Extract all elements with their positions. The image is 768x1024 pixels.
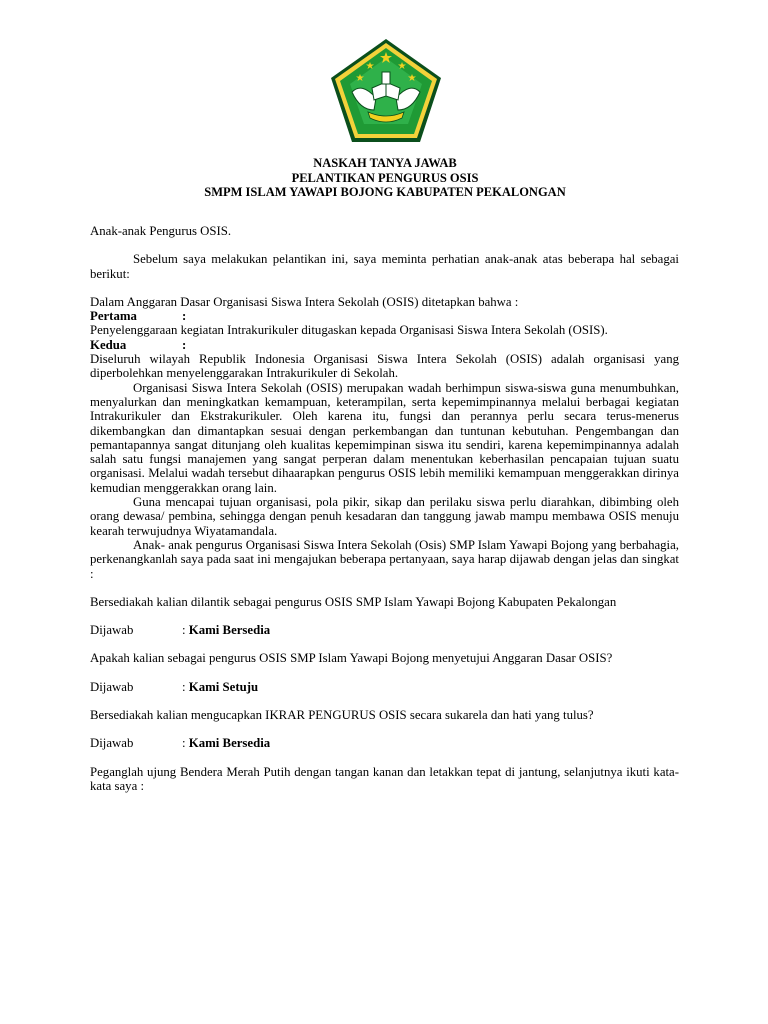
school-emblem-logo	[328, 36, 444, 146]
title-line-2: PELANTIKAN PENGURUS OSIS	[291, 170, 479, 185]
answer-colon: :	[182, 623, 186, 638]
title-line-3: SMPM ISLAM YAWAPI BOJONG KABUPATEN PEKALONGAN	[204, 185, 566, 199]
answer-label: Dijawab	[90, 623, 134, 638]
greeting: Anak-anak Pengurus OSIS.	[90, 224, 232, 238]
term-pertama	[90, 309, 679, 323]
ad-lead-line: Dalam Anggaran Dasar Organisasi Siswa Intera Sekolah (OSIS) ditetapkan bahwa :	[90, 294, 519, 309]
document-title-block	[90, 156, 680, 200]
term-colon: :	[182, 309, 187, 324]
paragraph-pertanyaan-intro: Anak- anak pengurus Organisasi Siswa Intera Sekolah (Osis) SMP Islam Yawapi Bojong yang berbahagia, perkenangkanlah saya pada saat ini mengajukan beberapa pertanyaan, saya harap dijawab dengan jelas dan singkat :	[90, 537, 679, 581]
kedua-text: Diseluruh wilayah Republik Indonesia Organisasi Siswa Intera Sekolah (OSIS) adalah organisasi yang diperbolehkan menyelenggarakan Intrakurikuler di Sekolah.	[90, 352, 679, 381]
term-label: Pertama	[90, 309, 137, 324]
answer-value: Kami Setuju	[188, 679, 259, 694]
answer-value: Kami Bersedia	[188, 623, 271, 638]
answer-colon: :	[182, 736, 186, 751]
question-3: Bersediakah kalian mengucapkan IKRAR PENGURUS OSIS secara sukarela dan hati yang tulus?	[90, 708, 594, 723]
intro-paragraph: Sebelum saya melakukan pelantikan ini, saya meminta perhatian anak-anak atas beberapa hal sebagai berikut:	[90, 252, 679, 281]
answer-colon: :	[182, 679, 186, 694]
closing-instruction: Peganglah ujung Bendera Merah Putih dengan tangan kanan dan letakkan tepat di jantung, selanjutnya ikuti kata- kata saya :	[90, 764, 679, 793]
answer-row-2	[90, 680, 679, 694]
answer-row-3	[90, 736, 679, 750]
question-1: Bersediakah kalian dilantik sebagai pengurus OSIS SMP Islam Yawapi Bojong Kabupaten Pekalongan	[90, 594, 617, 609]
title-line-1: NASKAH TANYA JAWAB	[313, 156, 457, 170]
paragraph-tujuan: Guna mencapai tujuan organisasi, pola pikir, sikap dan perilaku siswa perlu diarahkan, dibimbing oleh orang dewasa/ pembina, sehingga dengan penuh kesadaran dan tanggung jawab mampu membawa OSIS menuju kearah terwujudnya Wiyatamandala.	[90, 495, 679, 538]
term-kedua	[90, 338, 679, 352]
answer-label: Dijawab	[90, 679, 134, 694]
answer-label: Dijawab	[90, 736, 134, 751]
term-colon: :	[182, 337, 187, 352]
paragraph-osis-wadah: Organisasi Siswa Intera Sekolah (OSIS) merupakan wadah berhimpun siswa-siswa guna menumbuhkan, menyalurkan dan meningkatkan kemampuan, keterampilan, serta kepemimpinannya melalui berbagai kegiatan Intrakurikuler dan Ekstrakurikuler. Oleh karena itu, fungsi dan perannya perlu secara terus-menerus dikembangkan dan dimantapkan sesuai dengan perkembangan dan tuntunan kebutuhan. Pengembangan dan pemantapannya sangat ditunjang oleh kualitas kepemimpinan siswa itu sendiri, karena kepemimpinannya adalah salah satu fungsi manajemen yang sangat perperan dalam menentukan keberhasilan pencapaian tujuan suatu organisasi. Melalui wadah tersebut dihaarapkan pengurus OSIS lebih memiliki kemampuan menggerakkan dirinya kemudian menggerakkan orang lain.	[90, 380, 679, 495]
answer-row-1	[90, 623, 679, 637]
pertama-text: Penyelenggaraan kegiatan Intrakurikuler ditugaskan kepada Organisasi Siswa Intera Sekolah (OSIS).	[90, 323, 608, 338]
document-body	[90, 224, 679, 793]
answer-value: Kami Bersedia	[188, 736, 271, 751]
term-label: Kedua	[90, 337, 127, 352]
question-2: Apakah kalian sebagai pengurus OSIS SMP Islam Yawapi Bojong menyetujui Anggaran Dasar OSIS?	[90, 651, 613, 666]
